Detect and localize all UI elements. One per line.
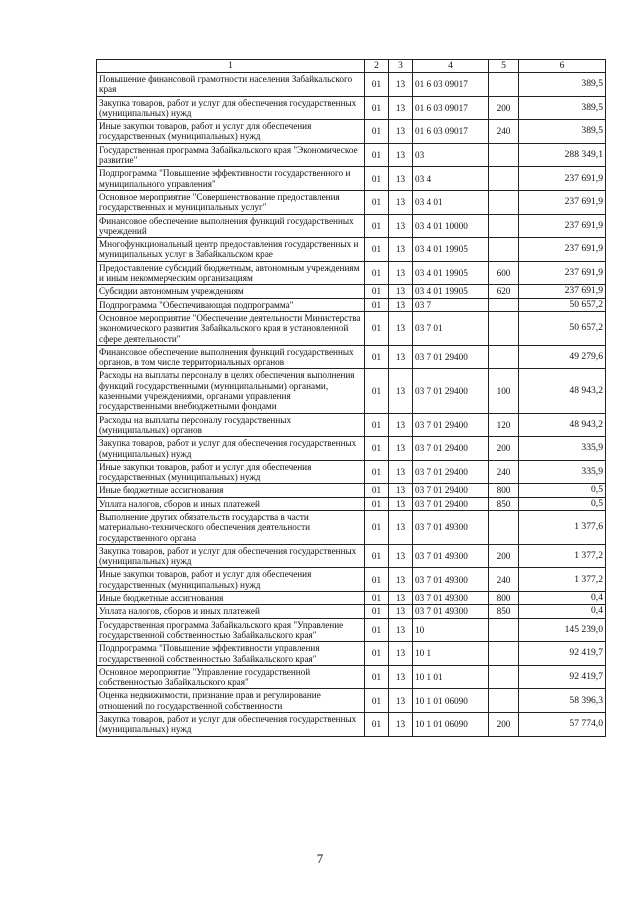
row-description: Иные бюджетные ассигнования [97,484,365,497]
row-amount: 288 349,1 [519,143,606,167]
row-section-code: 01 [365,568,389,592]
row-amount: 1 377,6 [519,510,606,544]
row-amount: 50 657,2 [519,311,606,345]
row-subsection-code: 13 [389,413,413,437]
row-subsection-code: 13 [389,298,413,311]
row-section-code: 01 [365,713,389,737]
row-expense-type-code: 240 [489,568,519,592]
row-target-code: 03 7 01 49300 [413,544,489,568]
row-amount: 48 943,2 [519,413,606,437]
table-row [97,261,606,285]
table-row [97,96,606,120]
row-description: Уплата налогов, сборов и иных платежей [97,497,365,510]
row-expense-type-code: 850 [489,605,519,618]
row-description: Основное мероприятие "Обеспечение деятельности Министерства экономического развития Забайкальского края в установленной сфере деятельности" [97,311,365,345]
row-section-code: 01 [365,460,389,484]
row-description: Многофункциональный центр предоставления государственных и муниципальных услуг в Забайкальском крае [97,238,365,262]
row-target-code: 03 7 01 29400 [413,460,489,484]
row-target-code: 03 4 01 19905 [413,285,489,298]
row-section-code: 01 [365,413,389,437]
row-target-code: 10 1 01 06090 [413,713,489,737]
row-expense-type-code: 200 [489,713,519,737]
row-section-code: 01 [365,214,389,238]
row-expense-type-code: 100 [489,369,519,413]
table-header-row [97,60,606,73]
table-row [97,167,606,191]
table-row [97,238,606,262]
row-subsection-code: 13 [389,665,413,689]
row-amount: 335,9 [519,460,606,484]
row-target-code: 03 4 01 10000 [413,214,489,238]
row-subsection-code: 13 [389,214,413,238]
row-target-code: 03 7 01 29400 [413,369,489,413]
row-description: Предоставление субсидий бюджетным, автономным учреждениям и иным некоммерческим организациям [97,261,365,285]
row-expense-type-code [489,298,519,311]
row-description: Подпрограмма "Повышение эффективности управления государственной собственностью Забайкальского края" [97,642,365,666]
row-target-code: 03 7 01 29400 [413,413,489,437]
row-subsection-code: 13 [389,167,413,191]
row-amount: 237 691,9 [519,167,606,191]
row-target-code: 03 4 01 19905 [413,238,489,262]
row-section-code: 01 [365,311,389,345]
row-expense-type-code: 600 [489,261,519,285]
row-description: Государственная программа Забайкальского края "Управление государственной собственностью Забайкальского края" [97,618,365,642]
row-expense-type-code [489,238,519,262]
row-section-code: 01 [365,369,389,413]
row-target-code: 03 7 01 49300 [413,510,489,544]
budget-table-container [96,59,605,737]
table-row [97,665,606,689]
row-subsection-code: 13 [389,605,413,618]
row-description: Финансовое обеспечение выполнения функций государственных органов, в том числе территориальных органов [97,345,365,369]
row-amount: 92 419,7 [519,665,606,689]
row-amount: 58 396,3 [519,689,606,713]
row-section-code: 01 [365,96,389,120]
row-description: Иные закупки товаров, работ и услуг для обеспечения государственных (муниципальных) нужд [97,568,365,592]
table-row [97,460,606,484]
table-row [97,510,606,544]
row-subsection-code: 13 [389,73,413,97]
table-row [97,437,606,461]
table-body [97,73,606,737]
row-section-code: 01 [365,689,389,713]
row-expense-type-code [489,689,519,713]
row-section-code: 01 [365,665,389,689]
row-amount: 389,5 [519,96,606,120]
table-row [97,120,606,144]
row-target-code: 10 1 01 06090 [413,689,489,713]
row-subsection-code: 13 [389,592,413,605]
row-subsection-code: 13 [389,311,413,345]
row-subsection-code: 13 [389,143,413,167]
row-description: Закупка товаров, работ и услуг для обеспечения государственных (муниципальных) нужд [97,96,365,120]
row-expense-type-code: 240 [489,460,519,484]
row-target-code: 03 [413,143,489,167]
column-header: 5 [489,60,519,73]
column-header: 4 [413,60,489,73]
row-target-code: 03 7 [413,298,489,311]
row-section-code: 01 [365,544,389,568]
row-description: Иные закупки товаров, работ и услуг для обеспечения государственных (муниципальных) нужд [97,460,365,484]
table-row [97,311,606,345]
row-expense-type-code [489,510,519,544]
row-section-code: 01 [365,285,389,298]
row-amount: 48 943,2 [519,369,606,413]
row-expense-type-code: 200 [489,544,519,568]
table-row [97,544,606,568]
row-description: Расходы на выплаты персоналу государственных (муниципальных) органов [97,413,365,437]
row-subsection-code: 13 [389,497,413,510]
row-target-code: 03 7 01 29400 [413,497,489,510]
row-description: Основное мероприятие "Совершенствование предоставления государственных и муниципальных услуг" [97,190,365,214]
row-description: Подпрограмма "Повышение эффективности государственного и муниципального управления" [97,167,365,191]
row-amount: 237 691,9 [519,285,606,298]
row-target-code: 03 7 01 [413,311,489,345]
row-amount: 0,5 [519,484,606,497]
row-subsection-code: 13 [389,510,413,544]
row-target-code: 03 4 [413,167,489,191]
row-description: Основное мероприятие "Управление государственной собственностью Забайкальского края" [97,665,365,689]
row-target-code: 03 7 01 49300 [413,592,489,605]
column-header: 3 [389,60,413,73]
row-amount: 1 377,2 [519,568,606,592]
row-target-code: 03 7 01 29400 [413,345,489,369]
row-subsection-code: 13 [389,689,413,713]
row-expense-type-code [489,665,519,689]
row-section-code: 01 [365,642,389,666]
row-section-code: 01 [365,510,389,544]
row-subsection-code: 13 [389,261,413,285]
column-header: 6 [519,60,606,73]
row-amount: 57 774,0 [519,713,606,737]
row-target-code: 01 6 03 09017 [413,73,489,97]
row-amount: 0,4 [519,592,606,605]
row-target-code: 03 7 01 29400 [413,484,489,497]
table-row [97,413,606,437]
row-expense-type-code [489,618,519,642]
row-expense-type-code: 800 [489,484,519,497]
row-subsection-code: 13 [389,285,413,298]
row-expense-type-code [489,345,519,369]
row-expense-type-code: 850 [489,497,519,510]
table-row [97,190,606,214]
table-row [97,298,606,311]
table-row [97,484,606,497]
row-amount: 237 691,9 [519,190,606,214]
row-subsection-code: 13 [389,369,413,413]
row-subsection-code: 13 [389,120,413,144]
row-expense-type-code [489,642,519,666]
row-section-code: 01 [365,497,389,510]
row-section-code: 01 [365,73,389,97]
column-header: 1 [97,60,365,73]
row-amount: 389,5 [519,73,606,97]
table-row [97,285,606,298]
row-target-code: 01 6 03 09017 [413,96,489,120]
row-expense-type-code [489,190,519,214]
row-description: Расходы на выплаты персоналу в целях обеспечения выполнения функций государственными (муниципальными) органами, казенными учреждениями, органами управления государственными внебюджетными фондами [97,369,365,413]
row-target-code: 10 1 01 [413,665,489,689]
row-description: Выполнение других обязательств государства в части материально-технического обеспечения деятельности государственного органа [97,510,365,544]
table-row [97,618,606,642]
row-amount: 335,9 [519,437,606,461]
row-description: Иные закупки товаров, работ и услуг для обеспечения государственных (муниципальных) нужд [97,120,365,144]
row-section-code: 01 [365,238,389,262]
table-row [97,369,606,413]
row-target-code: 03 7 01 49300 [413,605,489,618]
row-amount: 92 419,7 [519,642,606,666]
row-section-code: 01 [365,167,389,191]
table-row [97,497,606,510]
budget-table [96,59,606,737]
row-section-code: 01 [365,298,389,311]
row-subsection-code: 13 [389,484,413,497]
row-section-code: 01 [365,120,389,144]
row-amount: 0,5 [519,497,606,510]
row-description: Государственная программа Забайкальского края "Экономическое развитие" [97,143,365,167]
row-amount: 49 279,6 [519,345,606,369]
table-row [97,143,606,167]
column-header: 2 [365,60,389,73]
row-subsection-code: 13 [389,190,413,214]
row-expense-type-code: 200 [489,437,519,461]
row-section-code: 01 [365,592,389,605]
row-target-code: 01 6 03 09017 [413,120,489,144]
row-amount: 50 657,2 [519,298,606,311]
row-section-code: 01 [365,618,389,642]
row-target-code: 10 [413,618,489,642]
row-amount: 145 239,0 [519,618,606,642]
page-number: 7 [316,851,324,866]
row-amount: 237 691,9 [519,238,606,262]
row-amount: 0,4 [519,605,606,618]
row-description: Уплата налогов, сборов и иных платежей [97,605,365,618]
row-section-code: 01 [365,437,389,461]
row-target-code: 03 4 01 19905 [413,261,489,285]
row-section-code: 01 [365,484,389,497]
row-expense-type-code: 120 [489,413,519,437]
row-subsection-code: 13 [389,618,413,642]
row-subsection-code: 13 [389,460,413,484]
row-subsection-code: 13 [389,544,413,568]
row-expense-type-code [489,167,519,191]
row-expense-type-code [489,311,519,345]
row-target-code: 10 1 [413,642,489,666]
row-subsection-code: 13 [389,568,413,592]
row-subsection-code: 13 [389,238,413,262]
row-expense-type-code: 620 [489,285,519,298]
table-row [97,713,606,737]
row-description: Финансовое обеспечение выполнения функций государственных учреждений [97,214,365,238]
row-description: Иные бюджетные ассигнования [97,592,365,605]
row-description: Закупка товаров, работ и услуг для обеспечения государственных (муниципальных) нужд [97,437,365,461]
row-description: Субсидии автономным учреждениям [97,285,365,298]
row-amount: 237 691,9 [519,214,606,238]
row-amount: 389,5 [519,120,606,144]
row-description: Закупка товаров, работ и услуг для обеспечения государственных (муниципальных) нужд [97,713,365,737]
row-subsection-code: 13 [389,642,413,666]
row-description: Закупка товаров, работ и услуг для обеспечения государственных (муниципальных) нужд [97,544,365,568]
row-expense-type-code [489,214,519,238]
table-row [97,642,606,666]
row-target-code: 03 7 01 49300 [413,568,489,592]
row-subsection-code: 13 [389,713,413,737]
row-expense-type-code: 200 [489,96,519,120]
table-row [97,73,606,97]
row-section-code: 01 [365,605,389,618]
row-section-code: 01 [365,190,389,214]
table-row [97,345,606,369]
table-row [97,592,606,605]
row-expense-type-code: 240 [489,120,519,144]
row-expense-type-code [489,73,519,97]
row-description: Повышение финансовой грамотности населения Забайкальского края [97,73,365,97]
row-subsection-code: 13 [389,96,413,120]
table-row [97,214,606,238]
table-row [97,568,606,592]
row-description: Подпрограмма "Обеспечивающая подпрограмма" [97,298,365,311]
row-section-code: 01 [365,345,389,369]
row-target-code: 03 7 01 29400 [413,437,489,461]
row-amount: 1 377,2 [519,544,606,568]
row-subsection-code: 13 [389,345,413,369]
row-amount: 237 691,9 [519,261,606,285]
row-section-code: 01 [365,261,389,285]
row-expense-type-code [489,143,519,167]
table-row [97,689,606,713]
row-description: Оценка недвижимости, признание прав и регулирование отношений по государственной собственности [97,689,365,713]
row-target-code: 03 4 01 [413,190,489,214]
row-subsection-code: 13 [389,437,413,461]
row-section-code: 01 [365,143,389,167]
table-row [97,605,606,618]
row-expense-type-code: 800 [489,592,519,605]
